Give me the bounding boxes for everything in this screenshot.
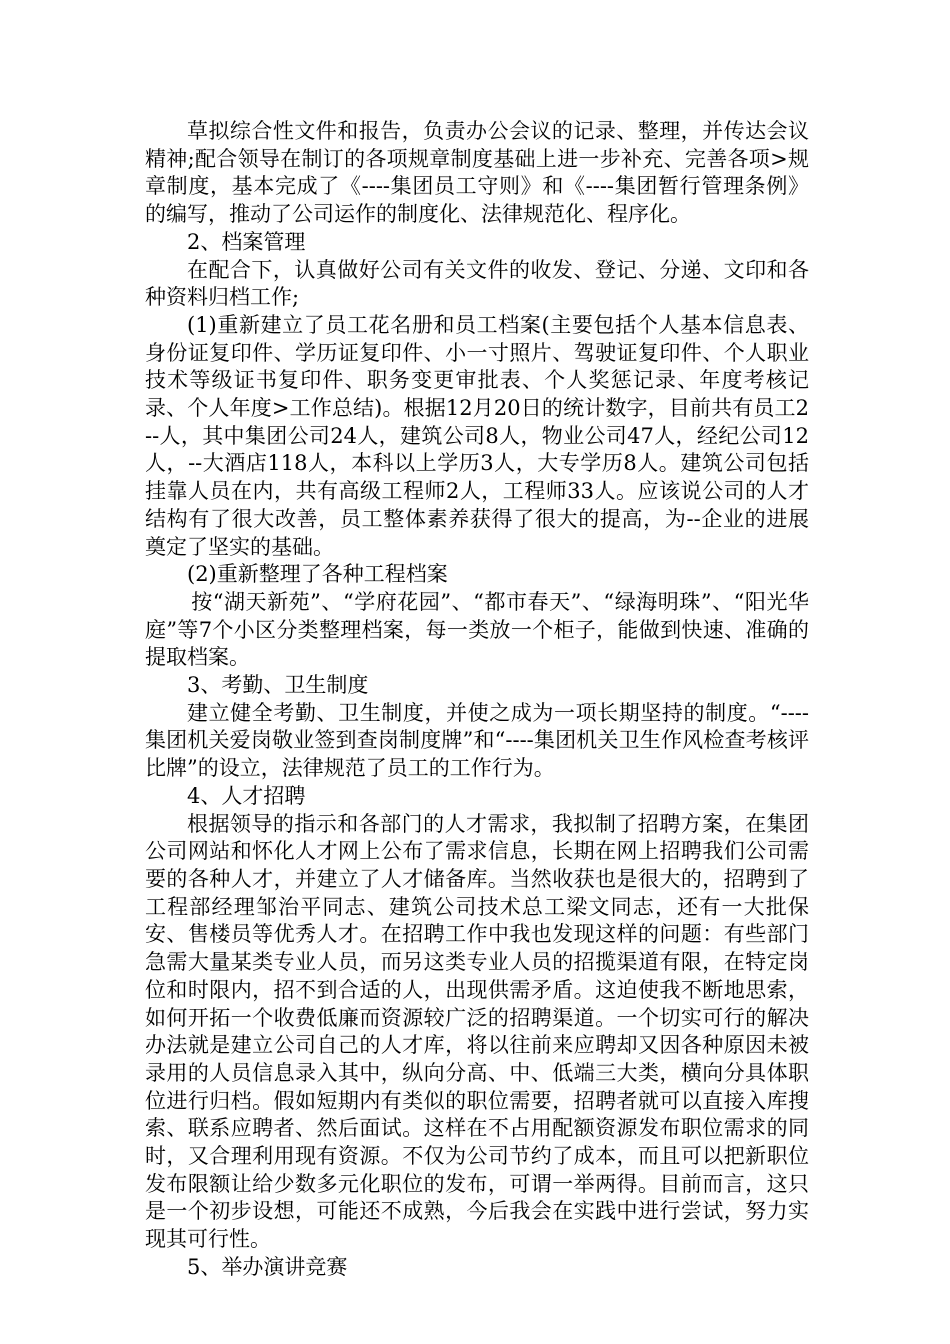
paragraph-drafting-documents: 草拟综合性文件和报告，负责办公会议的记录、整理，并传达会议精神;配合领导在制订的各项规章制度基础上进一步补充、完善各项>规章制度，基本完成了《----集团员工守则》和《----集团暂行管理条例》的编写，推动了公司运作的制度化、法律规范化、程序化。 — [145, 119, 809, 227]
section-heading-recruitment: 4、人才招聘 — [187, 783, 306, 808]
paragraph-staff-roster: (1)重新建立了员工花名册和员工档案(主要包括个人基本信息表、身份证复印件、学历证复印件、小一寸照片、驾驶证复印件、个人职业技术等级证书复印件、职务变更审批表、个人奖惩记录、年度考核记录、个人年度>工作总结)。根据12月20日的统计数字，目前共有员工2--人，其中集团公司24人，建筑公司8人，物业公司47人，经纪公司12人，--大酒店118人，本科以上学历3人，大专学历8人。建筑公司包括挂靠人员在内，共有高级工程师2人，工程师33人。应该说公司的人才结构有了很大改善，员工整体素养获得了很大的提高，为--企业的进展奠定了坚实的基础。 — [145, 312, 809, 559]
document-page — [145, 118, 809, 1282]
paragraph-archive-filing: 在配合下，认真做好公司有关文件的收发、登记、分递、文印和各种资料归档工作; — [145, 257, 809, 310]
paragraph-community-archives: 按“湖天新苑”、“学府花园”、“都市春天”、“绿海明珠”、“阳光华庭”等7个小区分类整理档案，每一类放一个柜子，能做到快速、准确的提取档案。 — [145, 589, 809, 670]
paragraph-attendance-system: 建立健全考勤、卫生制度，并使之成为一项长期坚持的制度。“----集团机关爱岗敬业签到查岗制度牌”和“----集团机关卫生作风检查考核评比牌”的设立，法律规范了员工的工作行为。 — [145, 700, 809, 781]
paragraph-engineering-archives: (2)重新整理了各种工程档案 — [187, 562, 448, 587]
paragraph-recruitment-details: 根据领导的指示和各部门的人才需求，我拟制了招聘方案，在集团公司网站和怀化人才网上公布了需求信息，长期在网上招聘我们公司需要的各种人才，并建立了人才储备库。当然收获也是很大的，招聘到了工程部经理邹治平同志、建筑公司技术总工梁文同志，还有一大批保安、售楼员等优秀人才。在招聘工作中我也发现这样的问题：有些部门急需大量某类专业人员，而另这类专业人员的招揽渠道有限，在特定岗位和时限内，招不到合适的人，出现供需矛盾。这迫使我不断地思索，如何开拓一个收费低廉而资源较广泛的招聘渠道。一个切实可行的解决办法就是建立公司自己的人才库，将以往前来应聘却又因各种原因未被录用的人员信息录入其中，纵向分高、中、低端三大类，横向分具体职位进行归档。假如短期内有类似的职位需要，招聘者就可以直接入库搜索、联系应聘者、然后面试。这样在不占用配额资源发布职位需求的同时，又合理利用现有资源。不仅为公司节约了成本，而且可以把新职位发布限额让给少数多元化职位的发布，可谓一举两得。目前而言，这只是一个初步设想，可能还不成熟，今后我会在实践中进行尝试，努力实现其可行性。 — [145, 811, 809, 1252]
section-heading-archive-management: 2、档案管理 — [187, 229, 306, 254]
section-heading-attendance-hygiene: 3、考勤、卫生制度 — [187, 673, 369, 698]
section-heading-speech-contest: 5、举办演讲竞赛 — [187, 1254, 348, 1279]
